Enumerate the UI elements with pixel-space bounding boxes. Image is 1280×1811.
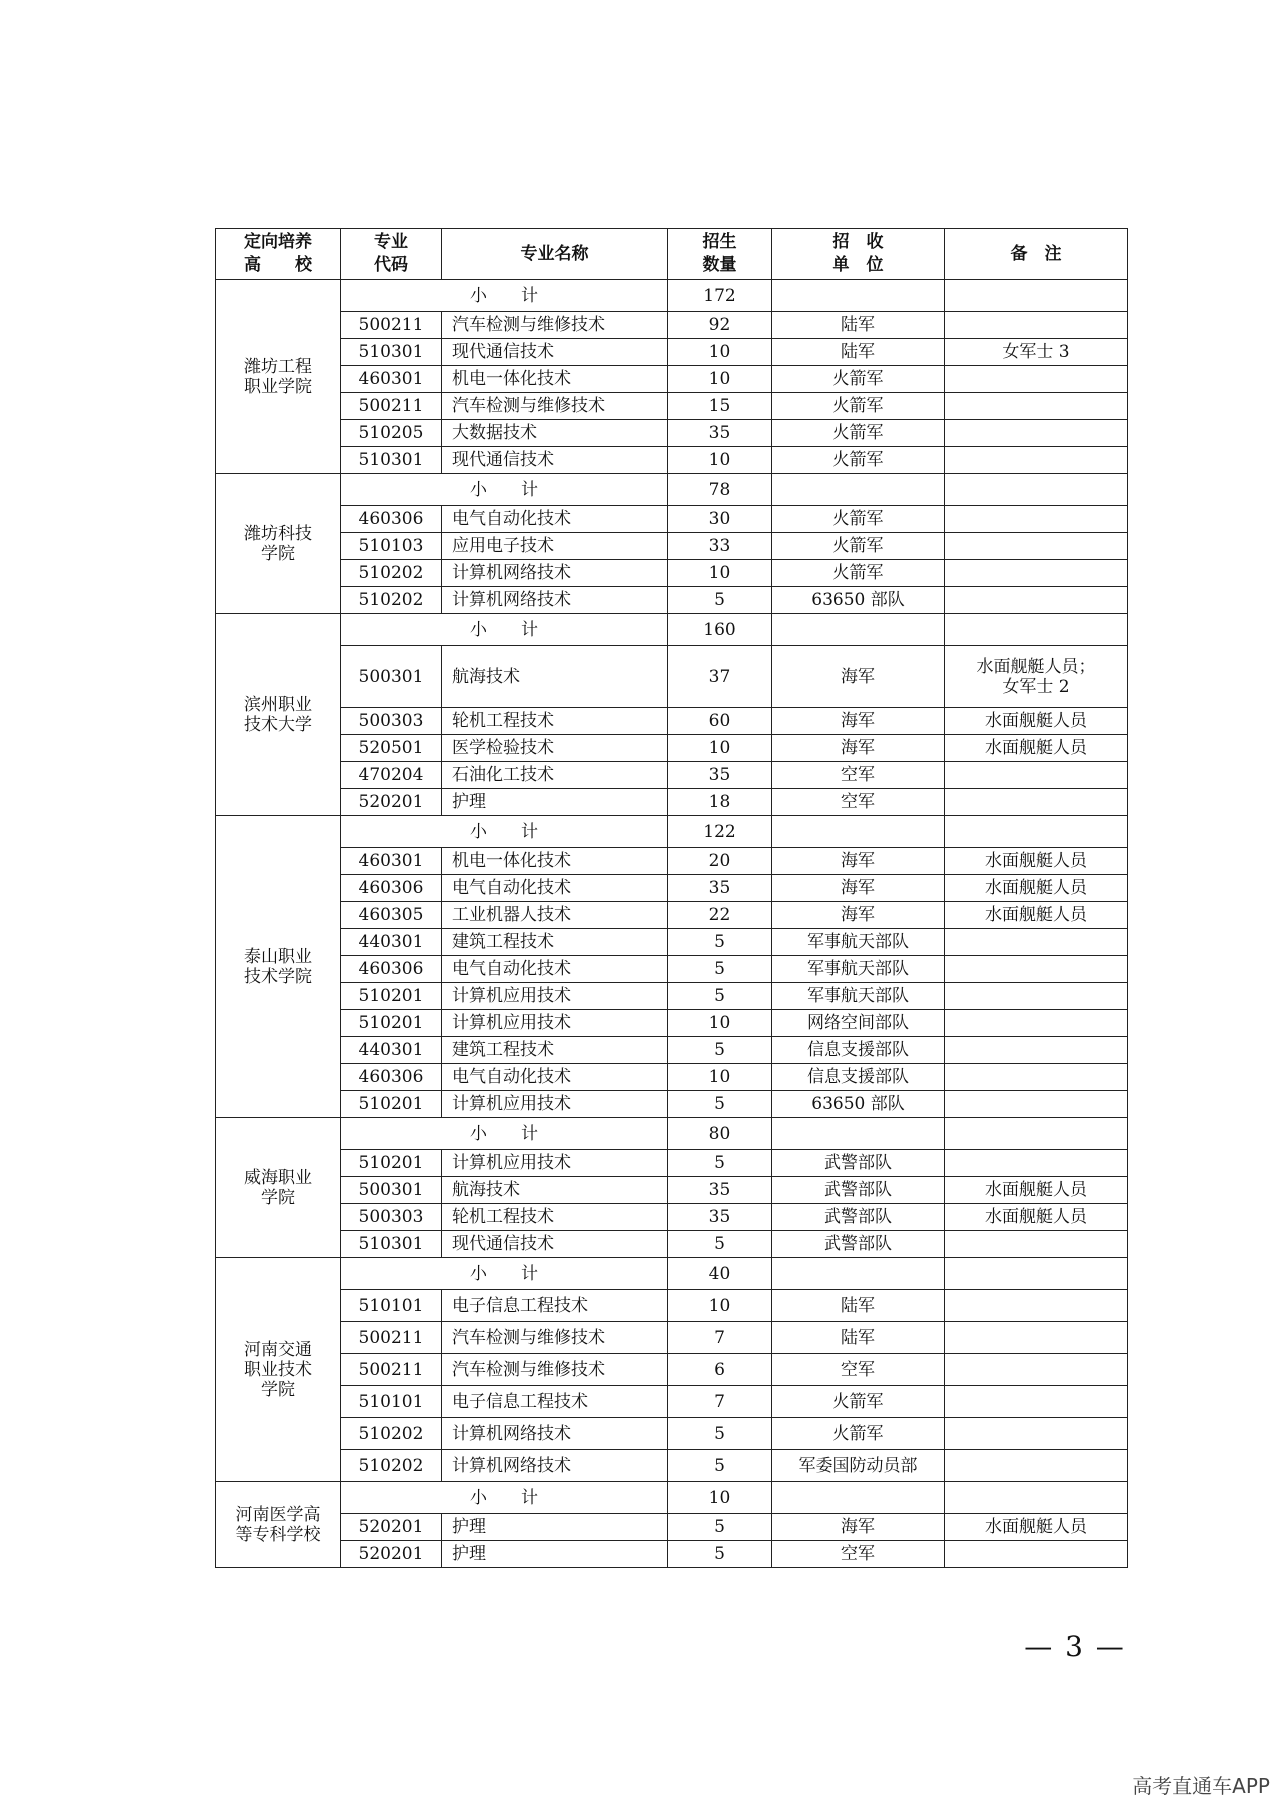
enroll-count: 5 [668,1091,772,1118]
enroll-count: 30 [668,506,772,533]
enroll-count: 5 [668,1514,772,1541]
major-code: 510301 [341,339,442,366]
table-header-row [216,229,1128,280]
remark: 水面舰艇人员 [945,735,1128,762]
enroll-count: 10 [668,560,772,587]
recruiting-unit: 火箭军 [772,393,945,420]
major-code: 460301 [341,366,442,393]
recruiting-unit: 信息支援部队 [772,1037,945,1064]
enroll-count: 92 [668,312,772,339]
table-row [216,1091,1128,1118]
enroll-count: 7 [668,1386,772,1418]
remark [945,560,1128,587]
recruiting-unit: 火箭军 [772,420,945,447]
major-name: 护理 [442,789,668,816]
major-name: 大数据技术 [442,420,668,447]
major-code: 510301 [341,447,442,474]
major-code: 500303 [341,708,442,735]
enroll-count: 60 [668,708,772,735]
enroll-count: 10 [668,735,772,762]
subtotal-count: 122 [668,816,772,848]
header-school: 定向培养 高 校 [216,229,341,280]
recruiting-unit: 火箭军 [772,560,945,587]
recruiting-unit: 陆军 [772,1322,945,1354]
remark [945,762,1128,789]
major-code: 460301 [341,848,442,875]
subtotal-label: 小计 [341,1118,668,1150]
major-name: 电子信息工程技术 [442,1386,668,1418]
table-row [216,339,1128,366]
remark: 水面舰艇人员 [945,708,1128,735]
table-row [216,1450,1128,1482]
table-row [216,1231,1128,1258]
major-code: 510201 [341,1150,442,1177]
major-name: 计算机应用技术 [442,1091,668,1118]
major-name: 电气自动化技术 [442,506,668,533]
subtotal-row [216,816,1128,848]
enroll-count: 5 [668,956,772,983]
remark [945,1450,1128,1482]
table-row [216,1204,1128,1231]
enroll-count: 20 [668,848,772,875]
table-row [216,587,1128,614]
empty-cell [945,1258,1128,1290]
enroll-count: 35 [668,1177,772,1204]
recruiting-unit: 63650 部队 [772,587,945,614]
enroll-count: 5 [668,1418,772,1450]
subtotal-row [216,1258,1128,1290]
major-name: 计算机应用技术 [442,983,668,1010]
empty-cell [772,614,945,646]
subtotal-row [216,1482,1128,1514]
enroll-count: 33 [668,533,772,560]
table-row [216,312,1128,339]
enroll-count: 37 [668,646,772,708]
table-row [216,1386,1128,1418]
table-row [216,506,1128,533]
remark [945,393,1128,420]
table-row [216,1322,1128,1354]
major-name: 建筑工程技术 [442,1037,668,1064]
table-row [216,1150,1128,1177]
major-code: 460305 [341,902,442,929]
major-name: 现代通信技术 [442,447,668,474]
table-row [216,848,1128,875]
enroll-count: 10 [668,447,772,474]
enroll-count: 10 [668,1010,772,1037]
subtotal-row [216,1118,1128,1150]
recruiting-unit: 空军 [772,1541,945,1568]
enroll-count: 5 [668,983,772,1010]
table-row [216,393,1128,420]
school-name: 潍坊科技 学院 [216,474,341,614]
enroll-count: 22 [668,902,772,929]
enroll-count: 10 [668,339,772,366]
table-row [216,789,1128,816]
recruiting-unit: 武警部队 [772,1150,945,1177]
major-code: 470204 [341,762,442,789]
major-name: 电气自动化技术 [442,1064,668,1091]
remark [945,1150,1128,1177]
enroll-count: 35 [668,875,772,902]
remark [945,1322,1128,1354]
table-row [216,929,1128,956]
table-row [216,983,1128,1010]
table-row [216,533,1128,560]
table-row [216,420,1128,447]
empty-cell [772,1118,945,1150]
subtotal-label: 小计 [341,1482,668,1514]
remark [945,312,1128,339]
recruiting-unit: 信息支援部队 [772,1064,945,1091]
remark: 水面舰艇人员 [945,875,1128,902]
recruiting-unit: 火箭军 [772,506,945,533]
major-code: 500211 [341,312,442,339]
major-code: 510205 [341,420,442,447]
major-code: 510202 [341,1450,442,1482]
recruiting-unit: 火箭军 [772,1418,945,1450]
recruiting-unit: 陆军 [772,1290,945,1322]
enroll-count: 5 [668,1541,772,1568]
table-row [216,708,1128,735]
remark [945,366,1128,393]
major-name: 现代通信技术 [442,1231,668,1258]
enroll-count: 10 [668,366,772,393]
major-code: 510202 [341,560,442,587]
enroll-count: 18 [668,789,772,816]
subtotal-label: 小计 [341,280,668,312]
subtotal-count: 172 [668,280,772,312]
major-name: 工业机器人技术 [442,902,668,929]
major-name: 计算机应用技术 [442,1010,668,1037]
major-name: 电气自动化技术 [442,875,668,902]
empty-cell [772,474,945,506]
recruiting-unit: 网络空间部队 [772,1010,945,1037]
recruiting-unit: 海军 [772,735,945,762]
enrollment-table [215,228,1128,1568]
subtotal-count: 40 [668,1258,772,1290]
table-row [216,1354,1128,1386]
major-name: 石油化工技术 [442,762,668,789]
recruiting-unit: 海军 [772,708,945,735]
recruiting-unit: 海军 [772,848,945,875]
major-code: 510201 [341,983,442,1010]
subtotal-count: 78 [668,474,772,506]
enroll-count: 7 [668,1322,772,1354]
empty-cell [945,474,1128,506]
remark [945,1418,1128,1450]
empty-cell [945,614,1128,646]
header-count: 招生 数量 [668,229,772,280]
header-unit: 招 收 单 位 [772,229,945,280]
major-name: 建筑工程技术 [442,929,668,956]
remark [945,1091,1128,1118]
remark: 水面舰艇人员 [945,902,1128,929]
major-name: 计算机应用技术 [442,1150,668,1177]
subtotal-label: 小计 [341,474,668,506]
major-name: 航海技术 [442,646,668,708]
major-code: 510201 [341,1010,442,1037]
table-row [216,1037,1128,1064]
enroll-count: 5 [668,1037,772,1064]
table-row [216,1010,1128,1037]
subtotal-label: 小计 [341,1258,668,1290]
empty-cell [772,1258,945,1290]
remark [945,929,1128,956]
enroll-count: 5 [668,1231,772,1258]
remark [945,1231,1128,1258]
table-row [216,366,1128,393]
recruiting-unit: 陆军 [772,339,945,366]
empty-cell [945,816,1128,848]
remark [945,1064,1128,1091]
recruiting-unit: 海军 [772,646,945,708]
school-name: 滨州职业 技术大学 [216,614,341,816]
remark [945,956,1128,983]
recruiting-unit: 63650 部队 [772,1091,945,1118]
major-code: 500211 [341,1322,442,1354]
subtotal-row [216,614,1128,646]
major-name: 汽车检测与维修技术 [442,393,668,420]
empty-cell [945,280,1128,312]
major-code: 440301 [341,929,442,956]
recruiting-unit: 军委国防动员部 [772,1450,945,1482]
enroll-count: 35 [668,420,772,447]
table-row [216,560,1128,587]
recruiting-unit: 火箭军 [772,447,945,474]
major-name: 电子信息工程技术 [442,1290,668,1322]
remark: 水面舰艇人员 [945,1514,1128,1541]
remark [945,447,1128,474]
recruiting-unit: 火箭军 [772,1386,945,1418]
table-row [216,956,1128,983]
major-name: 现代通信技术 [442,339,668,366]
recruiting-unit: 陆军 [772,312,945,339]
major-name: 机电一体化技术 [442,366,668,393]
table-row [216,902,1128,929]
remark [945,983,1128,1010]
recruiting-unit: 海军 [772,1514,945,1541]
subtotal-count: 160 [668,614,772,646]
major-name: 计算机网络技术 [442,587,668,614]
table-row [216,1177,1128,1204]
enroll-count: 10 [668,1064,772,1091]
major-code: 510301 [341,1231,442,1258]
major-name: 轮机工程技术 [442,708,668,735]
empty-cell [945,1118,1128,1150]
major-name: 电气自动化技术 [442,956,668,983]
subtotal-label: 小计 [341,816,668,848]
major-name: 护理 [442,1514,668,1541]
major-name: 轮机工程技术 [442,1204,668,1231]
remark [945,587,1128,614]
recruiting-unit: 武警部队 [772,1204,945,1231]
remark [945,1290,1128,1322]
major-code: 510202 [341,587,442,614]
major-name: 计算机网络技术 [442,560,668,587]
table-row [216,1514,1128,1541]
table-row [216,447,1128,474]
table-row [216,646,1128,708]
recruiting-unit: 空军 [772,762,945,789]
recruiting-unit: 海军 [772,875,945,902]
school-name: 河南交通 职业技术 学院 [216,1258,341,1482]
major-code: 500211 [341,1354,442,1386]
enroll-count: 5 [668,1150,772,1177]
major-code: 520201 [341,1541,442,1568]
table-row [216,1290,1128,1322]
remark [945,533,1128,560]
recruiting-unit: 空军 [772,1354,945,1386]
enroll-count: 10 [668,1290,772,1322]
school-name: 潍坊工程 职业学院 [216,280,341,474]
major-code: 500301 [341,1177,442,1204]
enroll-count: 15 [668,393,772,420]
recruiting-unit: 武警部队 [772,1231,945,1258]
subtotal-label: 小计 [341,614,668,646]
major-code: 520201 [341,789,442,816]
remark [945,1386,1128,1418]
table-row [216,875,1128,902]
recruiting-unit: 军事航天部队 [772,983,945,1010]
empty-cell [945,1482,1128,1514]
major-code: 510101 [341,1290,442,1322]
remark: 女军士 3 [945,339,1128,366]
major-code: 460306 [341,956,442,983]
table-row [216,762,1128,789]
major-name: 医学检验技术 [442,735,668,762]
empty-cell [772,816,945,848]
recruiting-unit: 军事航天部队 [772,929,945,956]
major-code: 500211 [341,393,442,420]
remark: 水面舰艇人员 [945,1177,1128,1204]
recruiting-unit: 火箭军 [772,533,945,560]
major-code: 460306 [341,1064,442,1091]
table-row [216,1418,1128,1450]
header-code: 专业 代码 [341,229,442,280]
major-name: 计算机网络技术 [442,1450,668,1482]
major-name: 机电一体化技术 [442,848,668,875]
recruiting-unit: 军事航天部队 [772,956,945,983]
major-code: 510101 [341,1386,442,1418]
major-code: 510201 [341,1091,442,1118]
table-row [216,1541,1128,1568]
enroll-count: 5 [668,587,772,614]
major-name: 应用电子技术 [442,533,668,560]
major-code: 520201 [341,1514,442,1541]
empty-cell [772,280,945,312]
remark [945,420,1128,447]
header-note: 备 注 [945,229,1128,280]
major-name: 汽车检测与维修技术 [442,312,668,339]
table-row [216,1064,1128,1091]
remark: 水面舰艇人员 [945,848,1128,875]
major-code: 500301 [341,646,442,708]
watermark: 高考直通车APP [1132,1774,1270,1798]
remark [945,506,1128,533]
enroll-count: 35 [668,762,772,789]
school-name: 威海职业 学院 [216,1118,341,1258]
recruiting-unit: 武警部队 [772,1177,945,1204]
empty-cell [772,1482,945,1514]
major-code: 500303 [341,1204,442,1231]
remark [945,1037,1128,1064]
remark: 水面舰艇人员 [945,1204,1128,1231]
major-name: 护理 [442,1541,668,1568]
remark [945,1010,1128,1037]
major-name: 计算机网络技术 [442,1418,668,1450]
major-code: 460306 [341,506,442,533]
page-number: — 3 — [1024,1630,1126,1663]
table-row [216,735,1128,762]
major-name: 航海技术 [442,1177,668,1204]
enroll-count: 5 [668,1450,772,1482]
remark: 水面舰艇人员； 女军士 2 [945,646,1128,708]
major-code: 440301 [341,1037,442,1064]
school-name: 泰山职业 技术学院 [216,816,341,1118]
major-code: 510103 [341,533,442,560]
major-code: 520501 [341,735,442,762]
recruiting-unit: 空军 [772,789,945,816]
major-name: 汽车检测与维修技术 [442,1354,668,1386]
remark [945,789,1128,816]
remark [945,1541,1128,1568]
enroll-count: 6 [668,1354,772,1386]
major-code: 460306 [341,875,442,902]
header-name: 专业名称 [442,229,668,280]
recruiting-unit: 火箭军 [772,366,945,393]
major-name: 汽车检测与维修技术 [442,1322,668,1354]
recruiting-unit: 海军 [772,902,945,929]
school-name: 河南医学高 等专科学校 [216,1482,341,1568]
enroll-count: 5 [668,929,772,956]
subtotal-count: 80 [668,1118,772,1150]
remark [945,1354,1128,1386]
major-code: 510202 [341,1418,442,1450]
enroll-count: 35 [668,1204,772,1231]
subtotal-row [216,280,1128,312]
subtotal-row [216,474,1128,506]
subtotal-count: 10 [668,1482,772,1514]
